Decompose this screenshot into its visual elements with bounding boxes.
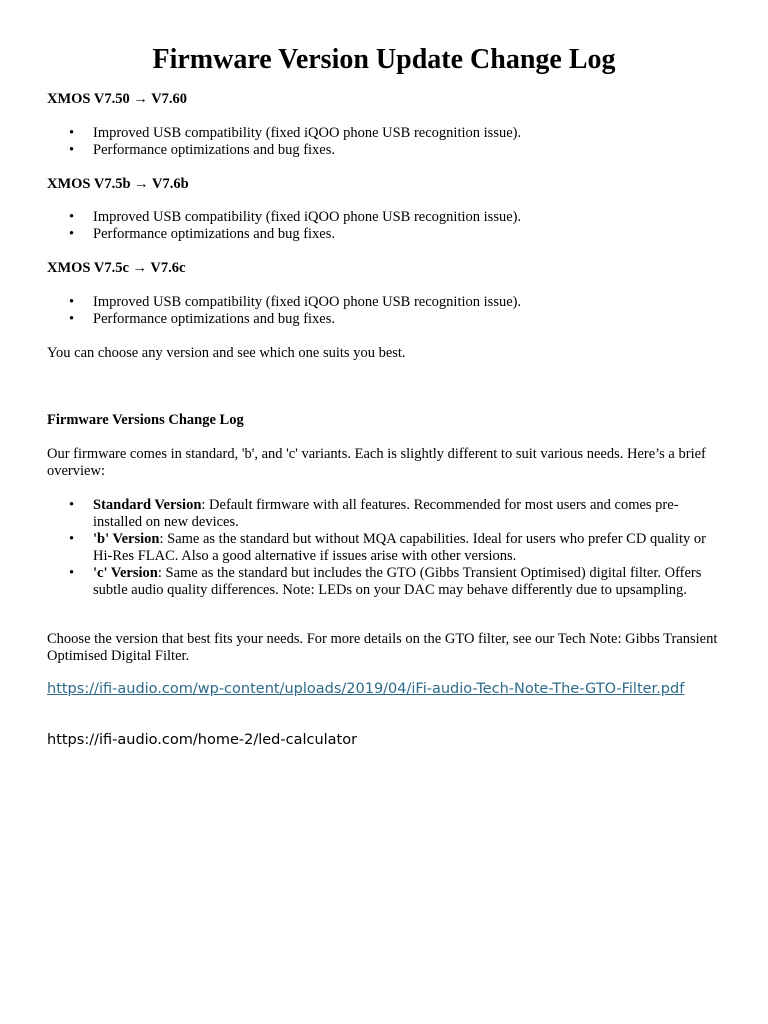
choose-note: You can choose any version and see which one suits you best. — [47, 345, 406, 361]
versions-heading: Firmware Versions Change Log — [47, 412, 244, 428]
variant-name: Standard Version — [93, 497, 202, 513]
gto-pdf-link[interactable]: https://ifi-audio.com/wp-content/uploads/2019/04/iFi-audio-Tech-Note-The-GTO-Filter.pdf — [47, 681, 685, 697]
versions-intro: Our firmware comes in standard, 'b', and 'c' variants. Each is slightly different to suit various needs. Here’s a brief overview: — [47, 446, 706, 479]
section-heading-v76c: XMOS V7.5c → V7.6c — [47, 260, 186, 276]
variant-b — [47, 531, 727, 565]
variant-desc: : Same as the standard but includes the GTO (Gibbs Transient Optimised) digital filter. Offers subtle audio quality differences. Note: LEDs on your DAC may behave differently due to upsampling. — [93, 565, 702, 598]
list-item: • Performance optimizations and bug fixes. — [47, 142, 727, 159]
list-item: • Performance optimizations and bug fixes. — [47, 226, 727, 243]
variant-c — [47, 565, 727, 599]
led-calculator-url: https://ifi-audio.com/home-2/led-calculator — [47, 732, 358, 748]
variant-standard — [47, 497, 727, 531]
section-heading-v76b: XMOS V7.5b → V7.6b — [47, 176, 189, 192]
variant-list — [47, 497, 727, 599]
variant-name: 'b' Version — [93, 531, 160, 547]
section-heading-v760: XMOS V7.50 → V7.60 — [47, 91, 188, 107]
list-item: • Performance optimizations and bug fixes. — [47, 311, 727, 328]
variant-desc: : Same as the standard but without MQA capabilities. Ideal for users who prefer CD quality or Hi-Res FLAC. Also a good alternative if issues arise with other versions. — [93, 531, 706, 564]
change-list-v76b — [47, 209, 727, 243]
list-item: • Improved USB compatibility (fixed iQOO phone USB recognition issue). — [47, 125, 727, 142]
change-list-v76c — [47, 294, 727, 328]
variant-desc: : Default firmware with all features. Recommended for most users and comes pre-installed on new devices. — [93, 497, 679, 530]
change-list-v760 — [47, 125, 727, 159]
list-item: • Improved USB compatibility (fixed iQOO phone USB recognition issue). — [47, 294, 727, 311]
page-title: Firmware Version Update Change Log — [152, 44, 616, 75]
closing-paragraph: Choose the version that best fits your needs. For more details on the GTO filter, see our Tech Note: Gibbs Transient Optimised Digital Filter. — [47, 631, 718, 664]
variant-name: 'c' Version — [93, 565, 158, 581]
list-item: • Improved USB compatibility (fixed iQOO phone USB recognition issue). — [47, 209, 727, 226]
